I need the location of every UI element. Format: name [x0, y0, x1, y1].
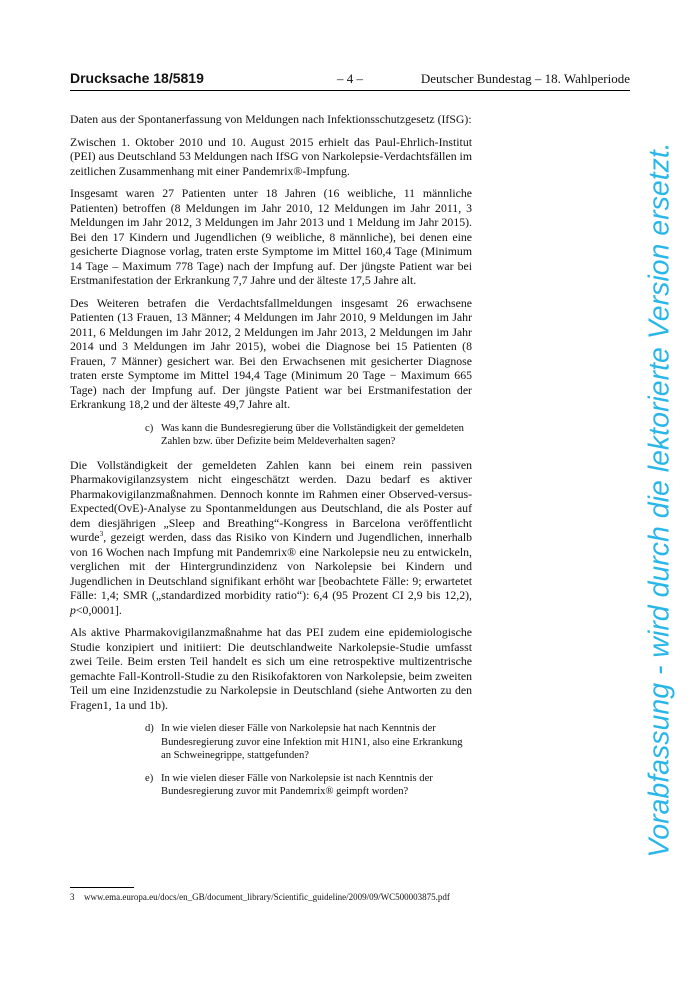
document-body	[70, 112, 472, 808]
institution-period: Deutscher Bundestag – 18. Wahlperiode	[420, 71, 630, 86]
question-text: In wie vielen dieser Fälle von Narkolepsie ist nach Kenntnis der Bundesregierung zuvor mit Pandemrix® geimpft worden?	[161, 773, 433, 798]
question-d	[145, 722, 472, 762]
paragraph-children: Insgesamt waren 27 Patienten unter 18 Jahren (16 weibliche, 11 männliche Patienten) betroffen (8 Meldungen im Jahr 2010, 12 Meldungen im Jahr 2011, 3 Meldungen im Jahr 2012, 3 Meldungen im Jahr 2013 und 1 Meldung im Jahr 2015). Bei den 17 Kindern und Jugendlichen (9 weibliche, 8 männliche), bei denen eine gesicherte Diagnose vorlag, traten erste Symptome im Mittel 160,4 Tage (Minimum 14 Tage – Maximum 778 Tage) nach der Impfung auf. Der jüngste Patient war bei Erstmanifestation der Erkrankung 7,7 Jahre und der älteste 17,5 Jahre alt.	[70, 186, 472, 287]
question-text: Was kann die Bundesregierung über die Vollständigkeit der gemeldeten Zahlen bzw. über Defizite beim Meldeverhalten sagen?	[161, 422, 464, 447]
paragraph-completeness: Die Vollständigkeit der gemeldeten Zahlen kann bei einem rein passiven Pharmakovigilanzsystem nicht eingeschätzt werden. Dazu bedarf es aktiver Pharmakovigilanzmaßnahmen. Dennoch konnte im Rahmen einer Observed-versus-Expected(OvE)-Analyse zu Spontanmeldungen aus Deutschland, die als Poster auf dem diesjährigen „Sleep and Breathing“-Kongress in Barcelona veröffentlicht wurde$^3$, gezeigt werden, dass das Risiko von Kindern und Jugendlichen, innerhalb von 16 Wochen nach Impfung mit Pandemrix® eine Narkolepsie neu zu entwickeln, verglichen mit der Hintergrundinzidenz von Narkolepsie bei Kindern und Jugendlichen in Deutschland signifikant erhöht war [beobachtete Fälle: 9; erwartetet Fälle: 1,4; SMR („standardized morbidity ratio“): 6,4 (95 Prozent CI 2,9 bis 12,2), p<0,0001].	[70, 457, 472, 617]
footnote-number: 3	[70, 892, 75, 902]
paragraph-adults: Des Weiteren betrafen die Verdachtsfallmeldungen insgesamt 26 erwachsene Patienten (13 Frauen, 13 Männer; 4 Meldungen im Jahr 2010, 9 Meldungen im Jahr 2011, 6 Meldungen im Jahr 2012, 2 Meldungen im Jahr 2013, 2 Meldungen im Jahr 2014 und 3 Meldungen im Jahr 2015), wobei die Diagnose bei 15 Patienten (8 Frauen, 7 Männer) gesichert war. Bei den Erwachsenen mit gesicherter Diagnose traten erste Symptome im Mittel 194,4 Tage (Minimum 20 Tage − Maximum 665 Tage) nach der Impfung auf. Der jüngste Patient war bei Erstmanifestation der Erkrankung 18,2 und der älteste 49,7 Jahre alt.	[70, 295, 472, 411]
document-number-value: 5819	[172, 70, 204, 86]
question-c	[145, 422, 472, 448]
question-text: In wie vielen dieser Fälle von Narkolepsie hat nach Kenntnis der Bundesregierung zuvor eine Infektion mit H1N1, also eine Erkrankung an Schweinegrippe, stattgefunden?	[161, 723, 463, 761]
question-letter: c)	[145, 422, 154, 434]
question-e	[145, 772, 472, 798]
header-rule	[70, 90, 630, 91]
page-number: – 4 –	[337, 71, 363, 86]
paragraph-reports-total: Zwischen 1. Oktober 2010 und 10. August 2015 erhielt das Paul-Ehrlich-Institut (PEI) aus Deutschland 53 Meldungen nach IfSG von Narkolepsie-Verdachtsfällen im zeitlichen Zusammenhang mit einer Pandemrix®-Impfung.	[70, 134, 472, 178]
footnote-reference[interactable]: 3	[99, 529, 104, 539]
page-header	[70, 70, 630, 92]
question-letter: e)	[145, 773, 154, 785]
footnote-link[interactable]: www.ema.europa.eu/docs/en_GB/document_library/Scientific_guideline/2009/09/WC500003875.pdf	[84, 892, 450, 902]
paragraph-active-measures: Als aktive Pharmakovigilanzmaßnahme hat das PEI zudem eine epidemiologische Studie konzipiert und initiiert: Die deutschlandweite Narkolepsie-Studie umfasst zwei Teile. Beim ersten Teil handelt es sich um eine retrospektive multizentrische gemachte Fall-Kontroll-Studie zu den Risikofaktoren von Narkolepsie, beim zweiten Teil um eine Inzidenzstudie zu Narkolepsie in Deutschland (siehe Antworten zu den Fragen1, 1a und 1b).	[70, 625, 472, 712]
paragraph-intro: Daten aus der Spontanerfassung von Meldungen nach Infektionsschutzgesetz (IfSG):	[70, 112, 472, 126]
footnote	[70, 892, 450, 902]
footnote-rule	[70, 887, 134, 888]
document-label: Drucksache 18/	[70, 70, 173, 86]
question-letter: d)	[145, 723, 154, 735]
draft-watermark: Vorabfassung - wird durch die lektorierte Version ersetzt.	[643, 142, 676, 858]
